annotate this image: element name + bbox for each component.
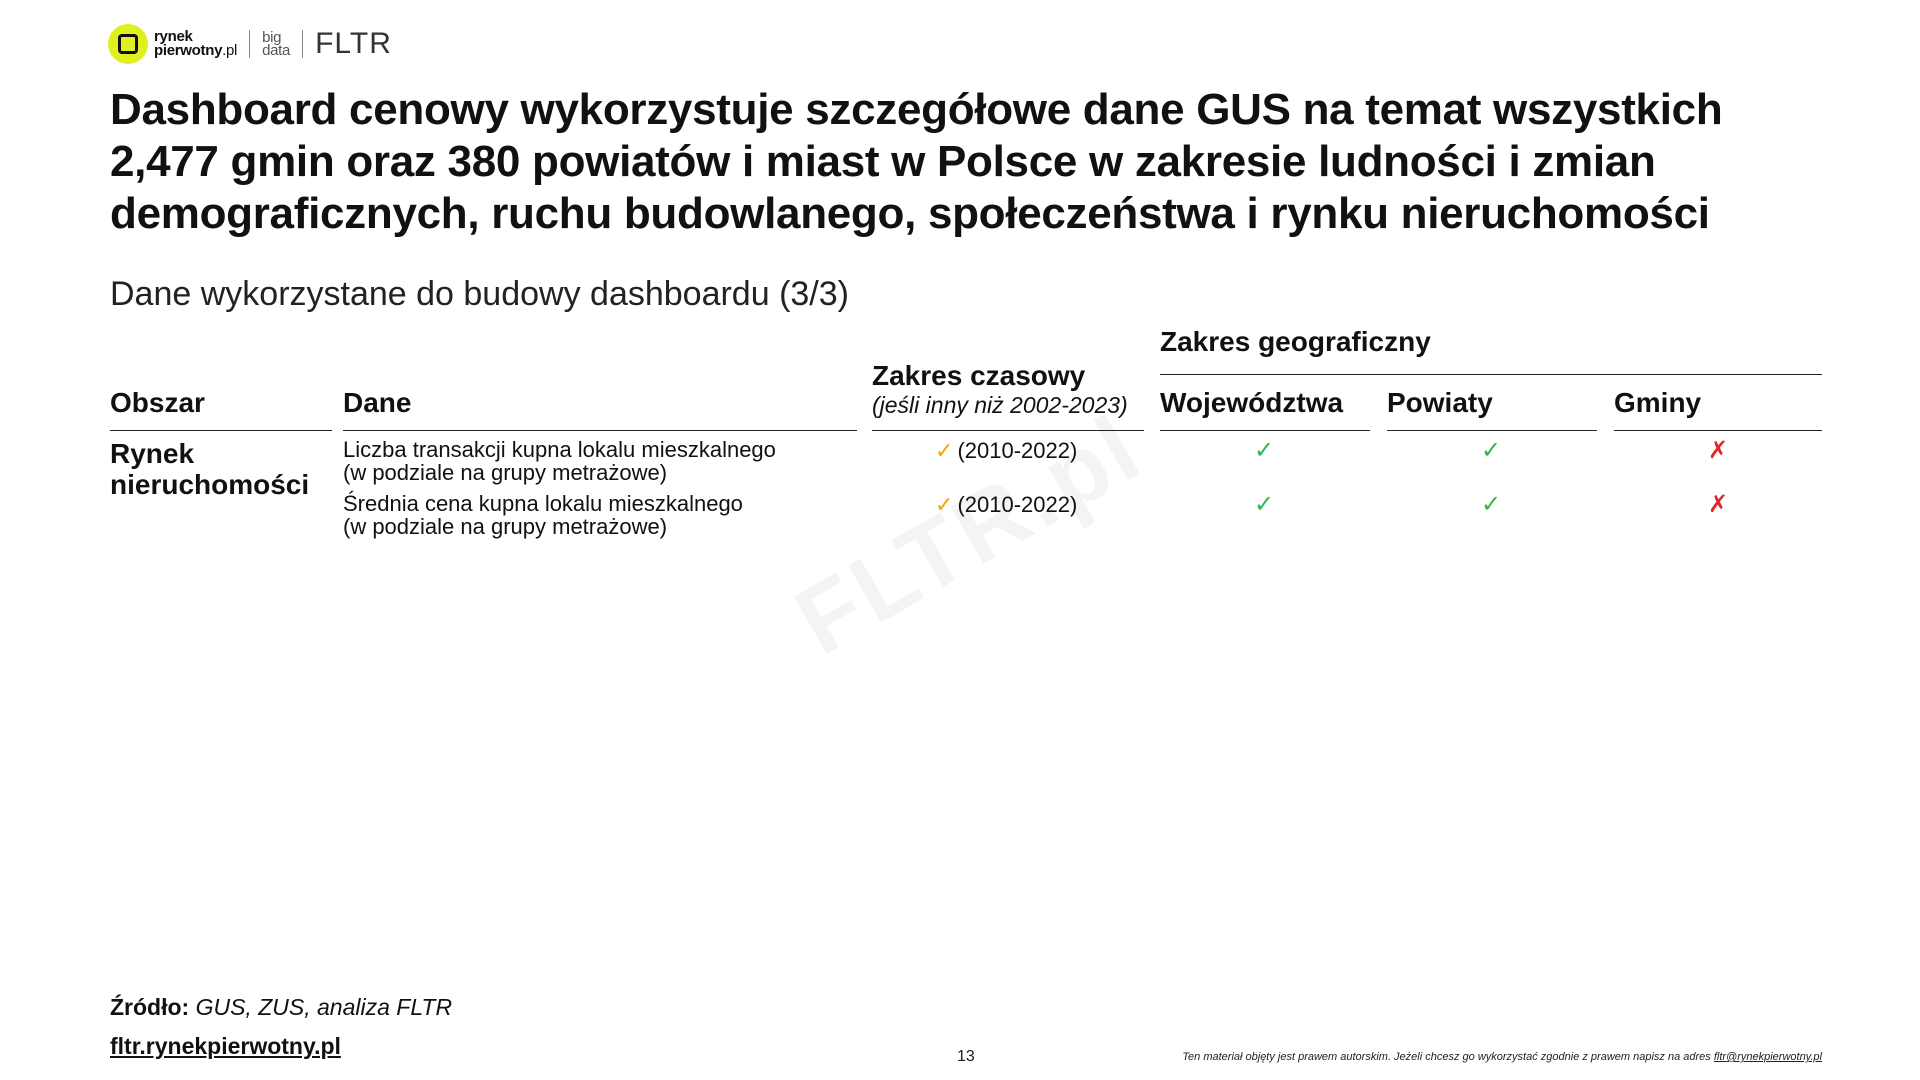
cross-icon: ✗ [1707,437,1729,464]
brand-suffix: .pl [222,42,238,59]
table-row-data [343,438,843,484]
header-voivodeships: Województwa [1160,387,1344,418]
check-icon: ✓ [1480,437,1502,464]
rynekpierwotny-logo-icon [108,24,148,64]
header-time-range-note: (jeśli inny niż 2002-2023) [872,392,1128,418]
source-note [110,994,452,1021]
page-subtitle: Dane wykorzystane do budowy dashboardu (3/3) [110,275,849,313]
header-communes: Gminy [1614,387,1702,418]
copyright-email-link[interactable]: fltr@rynekpierwotny.pl [1713,1051,1822,1063]
area-label: Rynek nieruchomości [110,438,310,500]
header-voivodeships-underline [1160,430,1370,431]
time-range-value: (2010-2022) [957,492,1078,517]
header-data-underline [343,430,857,431]
cross-icon: ✗ [1707,491,1729,518]
copyright-note [1182,1051,1822,1063]
header-area-underline [110,430,332,431]
header-time-underline [872,430,1144,431]
bigdata-logo [262,31,290,57]
header-counties-underline [1387,430,1597,431]
geo-scope-header: Zakres geograficzny [1160,326,1431,357]
header-communes-underline [1614,430,1822,431]
logo-divider [249,30,250,58]
row-data-line2: (w podziale na grupy metrażowe) [343,514,668,539]
bigdata-line2: data [262,42,291,59]
row-time-range [935,439,1077,463]
header-area: Obszar [110,387,205,418]
row-time-range [935,493,1077,517]
logo-divider-2 [302,30,303,58]
check-icon: ✓ [1253,437,1275,464]
table-row-data [343,492,843,538]
page-title: Dashboard cenowy wykorzystuje szczegółowe dane GUS na temat wszystkich 2,477 gmin oraz 380 powiatów i miast w Polsce w zakresie ludności i zmian demograficznych, ruchu budowlanego, społeczeństwa i rynku nieruchomości [110,85,1723,238]
header-logo [108,22,392,66]
header-time-range: Zakres czasowy [872,360,1086,391]
copyright-text: Ten materiał objęty jest prawem autorskim. Jeżeli chcesz go wykorzystać zgodnie z prawem napisz na adres [1182,1051,1711,1063]
bigdata-line1: big [262,29,282,46]
row-data-line1: Średnia cena kupna lokalu mieszkalnego [343,491,743,516]
check-icon: ✓ [1480,491,1502,518]
brand-line1: rynek [154,28,193,45]
geo-scope-divider [1160,374,1822,375]
check-icon: ✓ [935,438,954,463]
footer-link[interactable]: fltr.rynekpierwotny.pl [110,1033,341,1059]
brand-line2: pierwotny [154,42,223,59]
fltr-logo: FLTR [315,27,392,60]
check-icon: ✓ [935,492,954,517]
source-label: Źródło: [110,994,190,1020]
page-number: 13 [957,1048,975,1065]
header-counties: Powiaty [1387,387,1493,418]
source-value: GUS, ZUS, analiza FLTR [195,994,453,1020]
row-data-line1: Liczba transakcji kupna lokalu mieszkalnego [343,437,776,462]
row-data-line2: (w podziale na grupy metrażowe) [343,460,668,485]
brand-name [154,30,237,58]
header-data: Dane [343,387,412,418]
check-icon: ✓ [1253,491,1275,518]
time-range-value: (2010-2022) [957,438,1078,463]
